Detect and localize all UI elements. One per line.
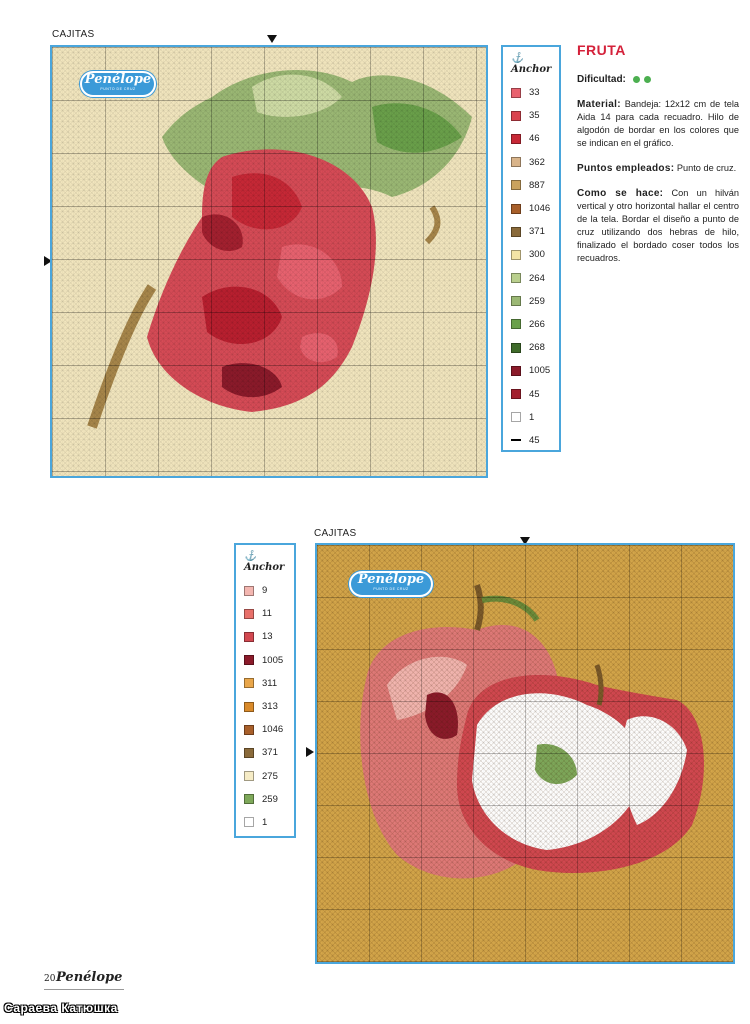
thread-code: 1005: [529, 365, 551, 377]
thread-code: 371: [262, 747, 278, 759]
color-swatch-icon: [244, 632, 254, 642]
thread-code: 275: [262, 770, 278, 782]
legend-item: [511, 127, 551, 150]
color-swatch-icon: [244, 771, 254, 781]
color-swatch-icon: [244, 655, 254, 665]
legend-item: [511, 382, 551, 405]
legend-item: [244, 788, 286, 811]
color-swatch-icon: [511, 366, 521, 376]
color-swatch-icon: [511, 134, 521, 144]
thread-code: 300: [529, 249, 545, 261]
legend-item: [244, 625, 286, 648]
legend-item: [511, 267, 551, 290]
penelope-logo: Penélope PUNTO DE CRUZ: [80, 71, 156, 97]
color-swatch-icon: [511, 319, 521, 329]
legend-item: [244, 695, 286, 718]
thread-code: 35: [529, 110, 540, 122]
thread-code: 46: [529, 133, 540, 145]
legend-item: [244, 718, 286, 741]
color-swatch-icon: [244, 725, 254, 735]
thread-code: 11: [262, 608, 272, 620]
color-swatch-icon: [511, 389, 521, 399]
color-swatch-icon: [511, 157, 521, 167]
color-swatch-icon: [511, 412, 521, 422]
legend-item: [511, 81, 551, 104]
color-swatch-icon: [244, 609, 254, 619]
legend-item: [511, 313, 551, 336]
legend-header: ⚓ Anchor: [244, 551, 285, 573]
color-swatch-icon: [511, 296, 521, 306]
color-swatch-icon: [511, 227, 521, 237]
thread-code: 1005: [262, 654, 284, 666]
thread-code: 1046: [529, 203, 551, 215]
legend-header: ⚓ Anchor: [511, 53, 552, 75]
legend-item: [511, 174, 551, 197]
thread-code: 259: [262, 793, 278, 805]
thread-code: 259: [529, 295, 545, 307]
legend-item: [244, 579, 286, 602]
color-swatch-icon: [511, 273, 521, 283]
legend-item: [511, 406, 551, 429]
legend-item: [511, 243, 551, 266]
color-swatch-icon: [511, 343, 521, 353]
penelope-logo: Penélope PUNTO DE CRUZ: [349, 571, 433, 597]
legend-item: [244, 602, 286, 625]
color-swatch-icon: [244, 748, 254, 758]
thread-code: 371: [529, 226, 545, 238]
legend-item: [511, 104, 551, 127]
footer-rule: [44, 989, 124, 990]
color-swatch-icon: [511, 250, 521, 260]
color-swatch-icon: [511, 180, 521, 190]
thread-code: 268: [529, 342, 545, 354]
thread-code: 45: [529, 434, 540, 446]
thread-code: 313: [262, 701, 278, 713]
legend-item: [511, 290, 551, 313]
legend-item: [511, 359, 551, 382]
watermark: Сараева Катюшка: [4, 1001, 118, 1015]
chart2-label: CAJITAS: [314, 528, 357, 539]
legend-item: [511, 197, 551, 220]
legend-item: [244, 765, 286, 788]
thread-code: 33: [529, 87, 540, 99]
difficulty-dot-icon: [644, 76, 651, 83]
thread-code: 264: [529, 272, 545, 284]
thread-code: 311: [262, 677, 278, 689]
legend-item: [511, 336, 551, 359]
color-swatch-icon: [511, 111, 521, 121]
legend-item: [244, 741, 286, 764]
legend-item: [511, 151, 551, 174]
thread-code: 13: [262, 631, 273, 643]
grape-chart: [50, 45, 488, 478]
stitches-paragraph: Puntos empleados: Punto de cruz.: [577, 163, 737, 174]
color-swatch-icon: [244, 586, 254, 596]
legend-item: [244, 672, 286, 695]
apple-legend: [234, 543, 296, 838]
apple-chart: [315, 543, 735, 964]
howto-paragraph: Como se hace: Con un hilván vertical y otro horizontal hallar el centro de la tela. Bordar el diseño a punto de cruz utilizando dos hebras de hilo, finalizado el bordado coser todos los recuadros.: [577, 188, 739, 263]
thread-code: 887: [529, 179, 545, 191]
color-swatch-icon: [244, 794, 254, 804]
color-swatch-icon: [511, 439, 521, 441]
page-title: FRUTA: [577, 42, 626, 58]
thread-code: 362: [529, 156, 545, 168]
difficulty-dot-icon: [633, 76, 640, 83]
page-number: 20: [44, 974, 56, 984]
color-swatch-icon: [244, 702, 254, 712]
thread-code: 1: [529, 411, 535, 423]
thread-code: 9: [262, 585, 268, 597]
color-swatch-icon: [244, 817, 254, 827]
material-paragraph: Material: Bandeja: 12x12 cm de tela Aida 14 para cada recuadro. Hilo de algodón de bordar en los colores que se indican en el gráfico.: [577, 99, 739, 148]
legend-item: [511, 220, 551, 243]
color-swatch-icon: [244, 678, 254, 688]
footer-brand: Penélope: [56, 970, 123, 985]
difficulty: Dificultad:: [577, 73, 739, 86]
center-marker-left-icon: [306, 747, 314, 757]
instructions-panel: [577, 44, 739, 277]
thread-code: 1046: [262, 724, 284, 736]
thread-code: 266: [529, 318, 545, 330]
thread-code: 45: [529, 388, 540, 400]
center-marker-top-icon: [267, 35, 277, 43]
color-swatch-icon: [511, 204, 521, 214]
chart1-label: CAJITAS: [52, 29, 95, 40]
legend-item: [244, 649, 286, 672]
legend-item: [244, 811, 286, 834]
grape-legend: [501, 45, 561, 452]
thread-code: 1: [262, 816, 268, 828]
color-swatch-icon: [511, 88, 521, 98]
legend-item: [511, 429, 551, 452]
